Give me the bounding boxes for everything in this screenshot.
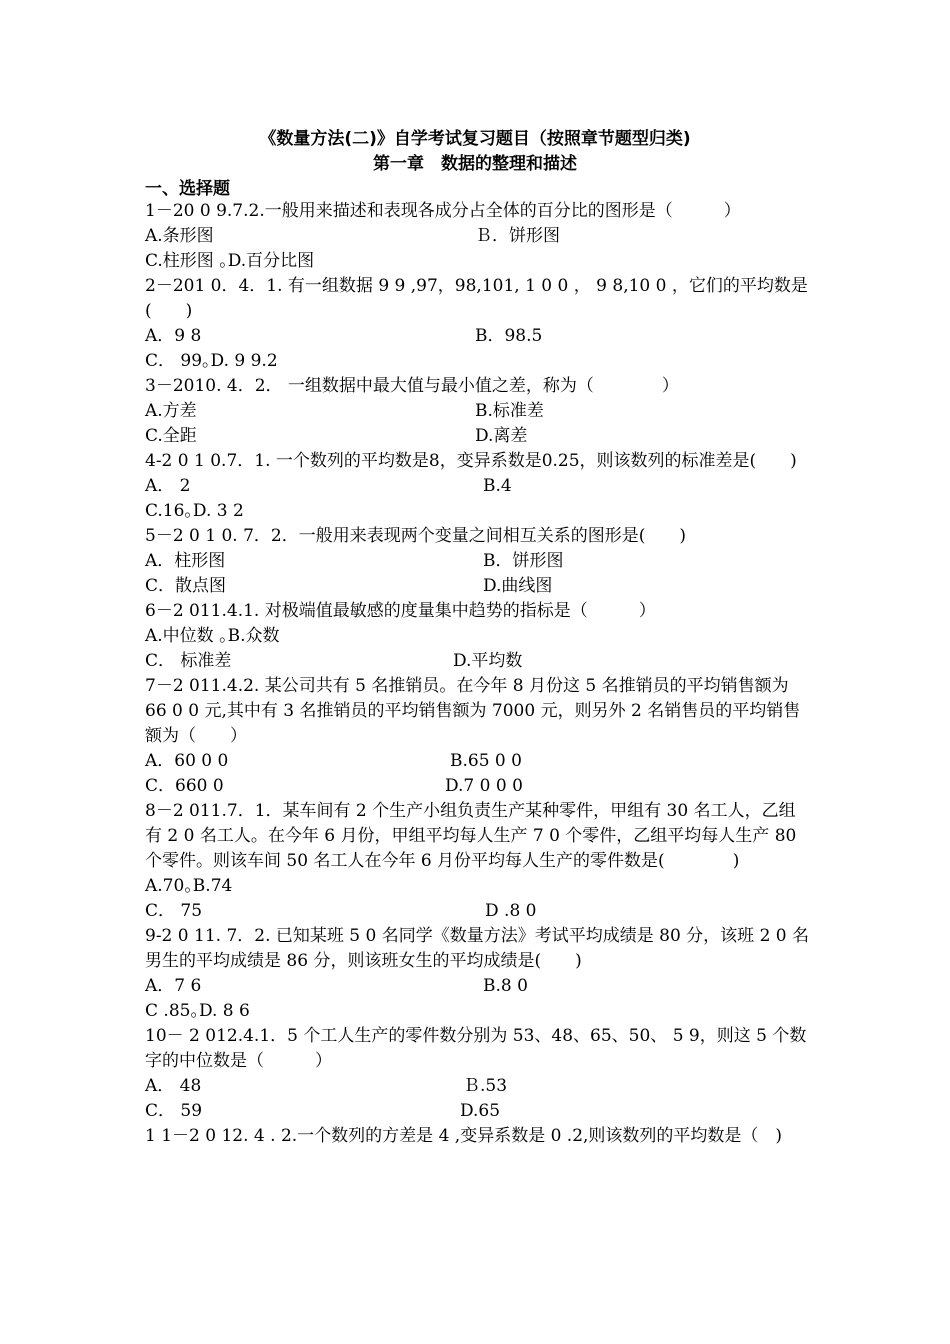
- option-right: D.平均数: [453, 651, 523, 671]
- question-text: 8－2 011.7．1．某车间有 2 个生产小组负责生产某种零件，甲组有 30 名工人，乙组有 2 0 名工人。在今年 6 月份，甲组平均每人生产 7 0 个零件，乙组平均每人生产 80 个零件。则该车间 50 名工人在今年 6 月份平均每人生产的零件数是( ): [145, 801, 797, 871]
- section-heading: 一、选择题: [145, 179, 230, 199]
- option-right: D .8 0: [485, 901, 537, 921]
- option-right: B.标准差: [475, 401, 544, 421]
- option-right: B.4: [483, 476, 512, 496]
- question-text: 5－2 0 1 0. 7．2．一般用来表现两个变量之间相互关系的图形是( ): [145, 526, 686, 546]
- question-item: [145, 924, 810, 1024]
- option-left: A.条形图: [145, 226, 214, 246]
- option-row: [145, 774, 810, 799]
- option-left: A.方差: [145, 401, 197, 421]
- option-left: A．9 8: [145, 326, 202, 346]
- option-row: [145, 874, 810, 899]
- option-row: [145, 474, 810, 499]
- option-row: [145, 1099, 810, 1124]
- option-left: A．7 6: [145, 976, 202, 996]
- question-text: 1－20 0 9.7.2.一般用来描述和表现各成分占全体的百分比的图形是（ ）: [145, 201, 741, 221]
- question-item: [145, 199, 810, 274]
- option-left: C． 59: [145, 1101, 203, 1121]
- option-row: [145, 899, 810, 924]
- question-item: [145, 274, 810, 374]
- option-right: D.7 0 0 0: [445, 776, 523, 796]
- option-row: [145, 974, 810, 999]
- option-row: [145, 549, 810, 574]
- question-item: [145, 374, 810, 449]
- option-row: [145, 624, 810, 649]
- option-right: Ｂ.53: [463, 1076, 508, 1096]
- option-left: A.70｡B.74: [145, 876, 233, 896]
- question-text: 7－2 011.4.2. 某公司共有 5 名推销员。在今年 8 月份这 5 名推销员的平均销售额为 66 0 0 元,其中有 3 名推销员的平均销售额为 7000 元，则另外 2 名销售员的平均销售额为（ ）: [145, 676, 801, 746]
- option-right: D.曲线图: [483, 576, 553, 596]
- option-left: C．660 0: [145, 776, 224, 796]
- option-left: C． 99｡D. 9 9.2: [145, 351, 278, 371]
- option-row: [145, 749, 810, 774]
- option-left: C． 75: [145, 901, 203, 921]
- question-text: 2－201 0．4．1. 有一组数据 9 9 ,97，98,101, 1 0 0 ， 9 8,10 0 ，它们的平均数是( ): [145, 276, 808, 321]
- question-item: [145, 799, 810, 924]
- option-left: C． 标准差: [145, 651, 232, 671]
- option-row: [145, 499, 810, 524]
- document-title: 《数量方法(二)》自学考试复习题目（按照章节题型归类): [259, 129, 691, 149]
- option-row: [145, 224, 810, 249]
- question-text: 4-2 0 1 0.7．1. 一个数列的平均数是8，变异系数是0.25，则该数列的标准差是( ): [145, 451, 797, 471]
- option-right: D.离差: [475, 426, 528, 446]
- option-right: B．98.5: [475, 326, 543, 346]
- option-right: B.65 0 0: [450, 751, 522, 771]
- option-row: [145, 324, 810, 349]
- option-row: [145, 349, 810, 374]
- question-text: 10－ 2 012.4.1．5 个工人生产的零件数分别为 53、48、65、50、 5 9，则这 5 个数字的中位数是（ ）: [145, 1026, 807, 1071]
- option-row: [145, 999, 810, 1024]
- option-left: A． 48: [145, 1076, 202, 1096]
- option-left: C .85｡D. 8 6: [145, 1001, 250, 1021]
- option-row: [145, 649, 810, 674]
- question-item: [145, 674, 810, 799]
- option-left: A．柱形图: [145, 551, 226, 571]
- question-item: [145, 449, 810, 524]
- option-left: C．散点图: [145, 576, 227, 596]
- question-text: 9-2 0 11. 7．2. 已知某班 5 0 名同学《数量方法》考试平均成绩是 80 分，该班 2 0 名男生的平均成绩是 86 分，则该班女生的平均成绩是( ): [145, 926, 810, 971]
- option-left: C.全距: [145, 426, 197, 446]
- option-left: A．60 0 0: [145, 751, 229, 771]
- question-text: 3－2010. 4．2． 一组数据中最大值与最小值之差，称为（ ）: [145, 376, 679, 396]
- option-right: B.8 0: [483, 976, 528, 996]
- option-row: [145, 574, 810, 599]
- option-right: Ｂ．饼形图: [475, 226, 560, 246]
- chapter-title: 第一章 数据的整理和描述: [373, 154, 577, 174]
- option-left: A． 2: [145, 476, 191, 496]
- option-left: C.16｡D. 3 2: [145, 501, 244, 521]
- question-text: 1 1－2 0 12. 4 . 2.一个数列的方差是 4 ,变异系数是 0 .2,则该数列的平均数是（ ): [145, 1126, 783, 1146]
- option-right: B．饼形图: [483, 551, 564, 571]
- option-left: C.柱形图 ｡D.百分比图: [145, 251, 315, 271]
- option-row: [145, 424, 810, 449]
- option-row: [145, 249, 810, 274]
- option-row: [145, 399, 810, 424]
- option-left: A.中位数 ｡B.众数: [145, 626, 280, 646]
- option-right: D.65: [460, 1101, 501, 1121]
- question-item: [145, 1024, 810, 1124]
- question-list: [145, 199, 810, 1149]
- question-item: [145, 524, 810, 599]
- question-text: 6－2 011.4.1. 对极端值最敏感的度量集中趋势的指标是（ ）: [145, 601, 656, 621]
- question-item: [145, 1124, 810, 1149]
- question-item: [145, 599, 810, 674]
- option-row: [145, 1074, 810, 1099]
